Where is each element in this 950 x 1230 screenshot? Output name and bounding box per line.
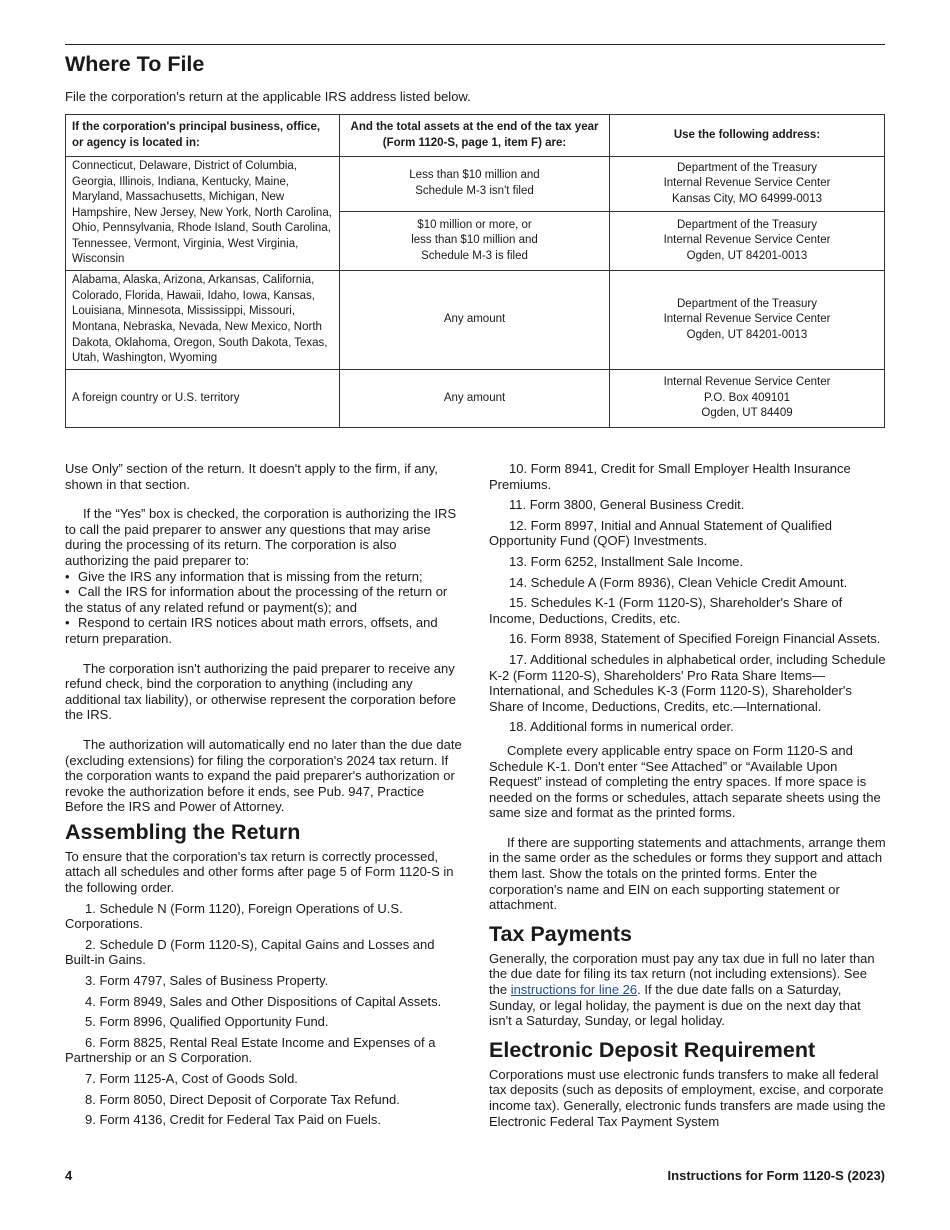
header-assets: And the total assets at the end of the tax year (Form 1120-S, page 1, item F) are: bbox=[340, 115, 610, 157]
attachment-order-list-continued bbox=[489, 461, 886, 735]
list-item: 14. Schedule A (Form 8936), Clean Vehicle Credit Amount. bbox=[509, 574, 848, 590]
list-item-text: Give the IRS any information that is missing from the return; bbox=[78, 568, 423, 584]
bullet-icon: • bbox=[65, 584, 70, 600]
list-item: 15. Schedules K-1 (Form 1120-S), Shareholder's Share of Income, Deductions, Credits, etc. bbox=[489, 595, 843, 626]
top-rule bbox=[65, 44, 885, 45]
table-header-row bbox=[66, 115, 885, 157]
list-item: 11. Form 3800, General Business Credit. bbox=[509, 497, 745, 513]
list-item: 9. Form 4136, Credit for Federal Tax Paid on Fuels. bbox=[85, 1112, 382, 1128]
list-item: 3. Form 4797, Sales of Business Property. bbox=[85, 973, 329, 989]
header-address: Use the following address: bbox=[610, 115, 885, 157]
electronic-deposit-heading: Electronic Deposit Requirement bbox=[489, 1037, 816, 1062]
tax-payments-heading: Tax Payments bbox=[489, 921, 633, 946]
bullet-icon: • bbox=[65, 568, 70, 584]
assets-cell bbox=[340, 212, 610, 271]
address-line: Ogden, UT 84201-0013 bbox=[686, 328, 808, 341]
list-item bbox=[65, 584, 462, 615]
paragraph: If the “Yes” box is checked, the corporation is authorizing the IRS to call the paid preparer to answer any questions that may arise during the processing of its return. The corporation is also authorizing the paid preparer to: bbox=[65, 506, 457, 568]
paragraph: Corporations must use electronic funds transfers to make all federal tax deposits (such as deposits of employment, excise, and corporate income tax). Generally, electronic funds transfers are made using the Electronic Federal Tax Payment System bbox=[489, 1066, 886, 1129]
address-line: Internal Revenue Service Center bbox=[663, 177, 831, 190]
address-line: Internal Revenue Service Center bbox=[663, 376, 831, 389]
where-to-file-heading: Where To File bbox=[65, 52, 205, 76]
list-item: 18. Additional forms in numerical order. bbox=[509, 719, 734, 735]
location-cell: Connecticut, Delaware, District of Columbia, Georgia, Illinois, Indiana, Kentucky, Maine, Maryland, Massachusetts, Michigan, New Hampshire, New Jersey, New York, North Carolina, Ohio, Pennsylvania, Rhode Island, South Carolina, Tennessee, Vermont, Virginia, West Virginia, Wisconsin bbox=[66, 157, 340, 271]
list-item: 7. Form 1125-A, Cost of Goods Sold. bbox=[85, 1071, 298, 1086]
irs-address-table bbox=[65, 114, 885, 428]
assets-line: $10 million or more, or bbox=[417, 218, 532, 231]
assets-line: less than $10 million and bbox=[411, 234, 538, 247]
assets-cell bbox=[340, 157, 610, 212]
assets-line: Schedule M-3 is filed bbox=[421, 249, 528, 262]
list-item bbox=[65, 615, 462, 646]
paragraph bbox=[489, 951, 886, 1029]
list-item: 5. Form 8996, Qualified Opportunity Fund. bbox=[85, 1014, 329, 1030]
address-line: Internal Revenue Service Center bbox=[663, 313, 831, 326]
paragraph: Use Only” section of the return. It doesn't apply to the firm, if any, shown in that section. bbox=[65, 461, 438, 492]
assets-line: Schedule M-3 isn't filed bbox=[415, 185, 534, 197]
list-item: 2. Schedule D (Form 1120-S), Capital Gains and Losses and Built-in Gains. bbox=[65, 936, 435, 968]
paragraph: To ensure that the corporation's tax return is correctly processed, attach all schedules and other forms after page 5 of Form 1120-S in the following order. bbox=[65, 848, 454, 896]
table-row bbox=[66, 157, 885, 212]
address-line: Ogden, UT 84201-0013 bbox=[686, 249, 808, 262]
address-line: Internal Revenue Service Center bbox=[663, 234, 831, 247]
paragraph: The authorization will automatically end no later than the due date (excluding extensions) for filing the corporation's 2024 tax return. If the corporation wants to expand the paid preparer's authorization or revoke the authorization before it ends, see Pub. 947, Practice Before the IRS and Power of Attorney. bbox=[65, 736, 462, 815]
header-location: If the corporation's principal business, office, or agency is located in: bbox=[66, 115, 340, 157]
assets-line: Less than $10 million and bbox=[409, 169, 540, 182]
address-line: P.O. Box 409101 bbox=[703, 391, 791, 404]
list-item: 4. Form 8949, Sales and Other Dispositions of Capital Assets. bbox=[85, 993, 442, 1009]
bullet-icon: • bbox=[65, 615, 70, 631]
location-cell: Alabama, Alaska, Arizona, Arkansas, California, Colorado, Florida, Hawaii, Idaho, Iowa, Kansas, Louisiana, Minnesota, Mississippi, Missouri, Montana, Nebraska, Nevada, New Mexico, North Dakota, Oklahoma, Oregon, South Dakota, Texas, Utah, Washington, Wyoming bbox=[66, 271, 340, 370]
list-item: 12. Form 8997, Initial and Annual Statement of Qualified Opportunity Fund (QOF) Investments. bbox=[489, 517, 833, 549]
address-line: Department of the Treasury bbox=[677, 297, 817, 310]
line-26-instructions-link[interactable]: instructions for line 26 bbox=[510, 982, 638, 998]
list-item: 10. Form 8941, Credit for Small Employer Health Insurance Premiums. bbox=[489, 461, 851, 492]
address-cell bbox=[610, 157, 885, 212]
list-item: 1. Schedule N (Form 1120), Foreign Operations of U.S. Corporations. bbox=[65, 900, 403, 932]
paragraph: Complete every applicable entry space on Form 1120-S and Schedule K-1. Don't enter “See Attached” or “Available Upon Request” instead of completing the entry spaces. If more space is needed on the forms or schedules, attach separate sheets using the same size and format as the printed forms. bbox=[489, 742, 881, 821]
address-line: Department of the Treasury bbox=[677, 218, 817, 231]
text-run: Generally, the corporation must pay any tax due in full no later than the due date for filing its tax return (not including extensions). See the bbox=[489, 950, 875, 998]
assets-cell: Any amount bbox=[340, 370, 610, 428]
paragraph: If there are supporting statements and attachments, arrange them in the same order as the schedules or forms they support and attach them last. Show the totals on the printed forms. Enter the corporation's name and EIN on each supporting statement or attachment. bbox=[489, 834, 886, 913]
address-line: Department of the Treasury bbox=[677, 161, 817, 174]
list-item: 6. Form 8825, Rental Real Estate Income and Expenses of a Partnership or an S Corporation. bbox=[65, 1034, 436, 1066]
page-number: 4 bbox=[65, 1168, 73, 1183]
address-cell bbox=[610, 212, 885, 271]
footer-title: Instructions for Form 1120-S (2023) bbox=[667, 1168, 885, 1183]
list-item: 8. Form 8050, Direct Deposit of Corporate Tax Refund. bbox=[85, 1091, 400, 1107]
list-item bbox=[65, 569, 462, 585]
table-row bbox=[66, 370, 885, 428]
paragraph: The corporation isn't authorizing the paid preparer to receive any refund check, bind the corporation to anything (including any additional tax liability), or otherwise represent the corporation before the IRS. bbox=[65, 660, 456, 723]
location-cell: A foreign country or U.S. territory bbox=[66, 370, 340, 428]
bullet-list bbox=[65, 569, 462, 647]
attachment-order-list bbox=[65, 901, 462, 1128]
address-cell bbox=[610, 370, 885, 428]
list-item-text: Call the IRS for information about the processing of the return or the status of any related refund or payment(s); and bbox=[65, 584, 448, 615]
list-item: 16. Form 8938, Statement of Specified Foreign Financial Assets. bbox=[509, 631, 881, 647]
table-row bbox=[66, 271, 885, 370]
address-cell bbox=[610, 271, 885, 370]
address-line: Ogden, UT 84409 bbox=[701, 407, 793, 420]
text-run: . If the due date falls on a Saturday, Sunday, or legal holiday, the payment is due on the next day that isn't a Saturday, Sunday, or legal holiday. bbox=[489, 982, 861, 1029]
list-item: 13. Form 6252, Installment Sale Income. bbox=[509, 553, 744, 569]
list-item-text: Respond to certain IRS notices about math errors, offsets, and return preparation. bbox=[65, 615, 438, 646]
assets-cell: Any amount bbox=[340, 271, 610, 370]
right-column bbox=[489, 461, 886, 1137]
list-item: 17. Additional schedules in alphabetical order, including Schedule K-2 (Form 1120-S), Shareholders' Pro Rata Share Items—International, and Schedules K-3 (Form 1120-S), Shareholder's Share of Income, Deductions, Credits, etc.—International. bbox=[489, 651, 886, 714]
left-column bbox=[65, 461, 462, 1133]
assembling-heading: Assembling the Return bbox=[65, 819, 301, 844]
address-line: Kansas City, MO 64999-0013 bbox=[671, 192, 822, 205]
where-to-file-intro: File the corporation's return at the applicable IRS address listed below. bbox=[65, 89, 471, 104]
